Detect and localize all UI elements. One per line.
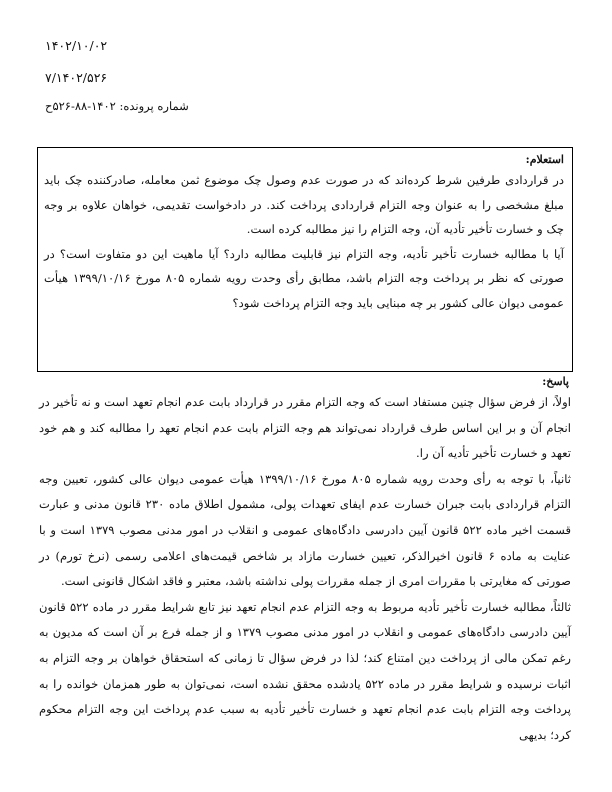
letter-date: ۱۴۰۲/۱۰/۰۲ (45, 38, 108, 53)
inquiry-paragraph: آیا با مطالبه خسارت تأخیر تأدیه، وجه التزام نیز قابلیت مطالبه دارد؟ آیا ماهیت این دو متفاوت است؟ در صورتی که نظر بر پرداخت وجه التزام باشد، مطابق رأی وحدت رویه شماره ۸۰۵ مورخ ۱۳۹۹/۱۰/۱۶ هیأت عمومی دیوان عالی کشور بر چه مبنایی باید وجه التزام پرداخت شود؟ (44, 246, 564, 310)
answer-paragraph: اولاً، از فرض سؤال چنین مستفاد است که وجه التزام مقرر در قرارداد بابت عدم انجام تعهد است و نه تأخیر در انجام آن و بر این اساس طرف قرارداد نمی‌تواند هم وجه التزام بابت عدم انجام تعهد را مطالبه کند و هم خود تعهد و خسارت تأخیر تأدیه آن را. (39, 395, 571, 461)
answer-section (37, 374, 573, 748)
letter-number: ۷/۱۴۰۲/۵۲۶ (45, 70, 108, 85)
file-number-line (45, 99, 345, 113)
answer-paragraph: ثالثاً، مطالبه خسارت تأخیر تأدیه مربوط به وجه التزام عدم انجام تعهد نیز تابع شرایط مقرر در ماده ۵۲۲ قانون آیین دادرسی دادگاه‌های عمومی و انقلاب در امور مدنی مصوب ۱۳۷۹ و از جمله فرع بر آن است که مدیون به رغم تمکن مالی از پرداخت دین امتناع کند؛ لذا در فرض سؤال تا زمانی که استحقاق خواهان بر وجه التزام به اثبات نرسیده و شرایط مقرر در ماده ۵۲۲ یادشده محقق نشده است، نمی‌توان به طور همزمان خوانده را به پرداخت وجه التزام بابت عدم انجام تعهد و خسارت تأخیر تأدیه به سبب عدم پرداخت این وجه التزام محکوم کرد؛ بدیهی (39, 599, 572, 742)
inquiry-paragraph: در قراردادی طرفین شرط کرده‌اند که در صورت عدم وصول چک موضوع ثمن معامله، صادرکننده چک باید مبلغ مشخصی را به عنوان وجه التزام قراردادی پرداخت کند. در دادخواست تقدیمی، خواهان علاوه بر وجه چک و خسارت تأخیر تأدیه آن، وجه التزام را نیز مطالبه کرده است. (44, 173, 564, 236)
file-number-label: شماره پرونده: (119, 99, 189, 113)
inquiry-heading: استعلام: (525, 153, 564, 166)
inquiry-box (37, 147, 573, 372)
answer-paragraph: ثانیاً، با توجه به رأی وحدت رویه شماره ۸۰۵ مورخ ۱۳۹۹/۱۰/۱۶ هیأت عمومی دیوان عالی کشور، تعیین وجه التزام قراردادی بابت جبران خسارت عدم ایفای تعهدات پولی، مشمول اطلاق ماده ۲۳۰ قانون مدنی و عبارت قسمت اخیر ماده ۵۲۲ قانون آیین دادرسی دادگاه‌های عمومی و انقلاب در امور مدنی مصوب ۱۳۷۹ است و با عنایت به ماده ۶ قانون اخیرالذکر، تعیین خسارت مازاد بر شاخص قیمت‌های اعلامی رسمی (نرخ تورم) در صورتی که مغایرتی با مقررات امری از جمله مقررات پولی نداشته باشد، معتبر و فاقد اشکال قانونی است. (39, 471, 572, 589)
answer-heading: پاسخ: (542, 375, 569, 388)
file-number-value: ۱۴۰۲-۸۸-۵۲۶ح (45, 99, 116, 113)
